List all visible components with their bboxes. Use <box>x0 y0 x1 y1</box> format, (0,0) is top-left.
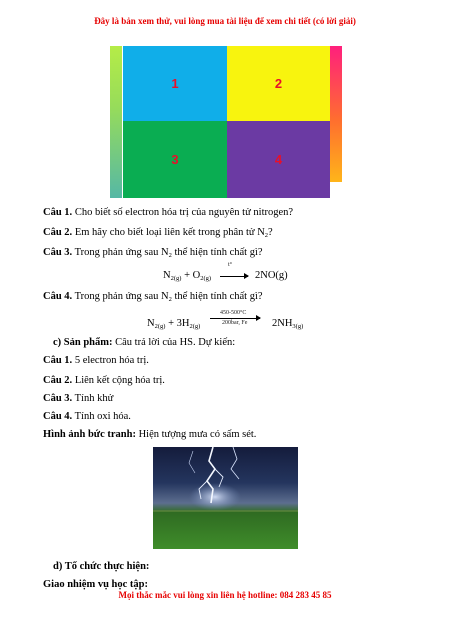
equation-2-condition-top: 450-500°C <box>220 310 247 316</box>
decor-bar-left <box>110 46 122 198</box>
equation-1-arrow <box>220 276 248 277</box>
equation-2: $N_{2(g)} + 3H_{2(g)}$ <box>147 318 201 330</box>
lightning-storm-photo <box>153 447 298 549</box>
lightning-bolt-icon <box>153 447 298 549</box>
grid-cell-3: 3 <box>123 121 227 198</box>
question-text: Trong phản ứng sau N <box>72 291 169 302</box>
question-label: Câu 1. <box>43 207 73 218</box>
question-3: Câu 3. Trong phản ứng sau $N_2$ thể hiện tính chất gì? <box>43 247 263 259</box>
question-text: Trong phản ứng sau N <box>72 247 169 258</box>
preview-banner: Đây là bản xem thử, vui lòng mua tài liệu để xem chi tiết (có lời giải) <box>94 16 356 26</box>
task-heading: Giao nhiệm vụ học tập: <box>43 579 149 590</box>
question-2: Câu 2. Em hãy cho biết loại liên kết trong phân tử $N_2$? <box>43 227 273 239</box>
equation-2-arrow <box>210 318 260 319</box>
picture-caption: Hình ảnh bức tranh: Hiện tượng mưa có sấm sét. <box>43 429 257 440</box>
hotline-banner: Mọi thắc mắc vui lòng xin liên hệ hotline: 084 283 45 85 <box>118 590 332 600</box>
equation-1-condition: t° <box>228 262 233 268</box>
answer-2: Câu 2. Liên kết cộng hóa trị. <box>43 375 165 386</box>
equation-2-condition-bottom: 200bar, Fe <box>222 320 248 326</box>
grid-cell-1: 1 <box>123 46 227 121</box>
organize-heading: d) Tổ chức thực hiện: <box>53 561 150 572</box>
grid-cell-2: 2 <box>227 46 330 121</box>
question-1 <box>43 206 293 219</box>
decor-bar-right <box>330 46 342 182</box>
equation-2-product: $2NH_{3(g)}$ <box>272 318 304 330</box>
question-4: Câu 4. Trong phản ứng sau $N_2$ thể hiện tính chất gì? <box>43 291 263 303</box>
question-text: Em hãy cho biết loại liên kết trong phân tử N <box>72 227 265 238</box>
product-section: c) Sản phẩm: Câu trả lời của HS. Dự kiến: <box>53 337 236 348</box>
question-text: Cho biết số electron hóa trị của nguyên tử nitrogen? <box>72 207 294 218</box>
question-label: Câu 2. <box>43 227 73 238</box>
section-heading: c) Sản phẩm: <box>53 337 113 348</box>
answer-1: Câu 1. 5 electron hóa trị. <box>43 355 149 366</box>
equation-1-product: 2NO(g) <box>255 270 288 281</box>
question-label: Câu 3. <box>43 247 73 258</box>
question-label: Câu 4. <box>43 291 73 302</box>
equation-1: $N_{2(g)} + O_{2(g)}$ <box>163 270 212 282</box>
answer-4: Câu 4. Tính oxi hóa. <box>43 411 131 422</box>
grid-cell-4: 4 <box>227 121 330 198</box>
answer-3: Câu 3. Tính khử <box>43 393 114 404</box>
